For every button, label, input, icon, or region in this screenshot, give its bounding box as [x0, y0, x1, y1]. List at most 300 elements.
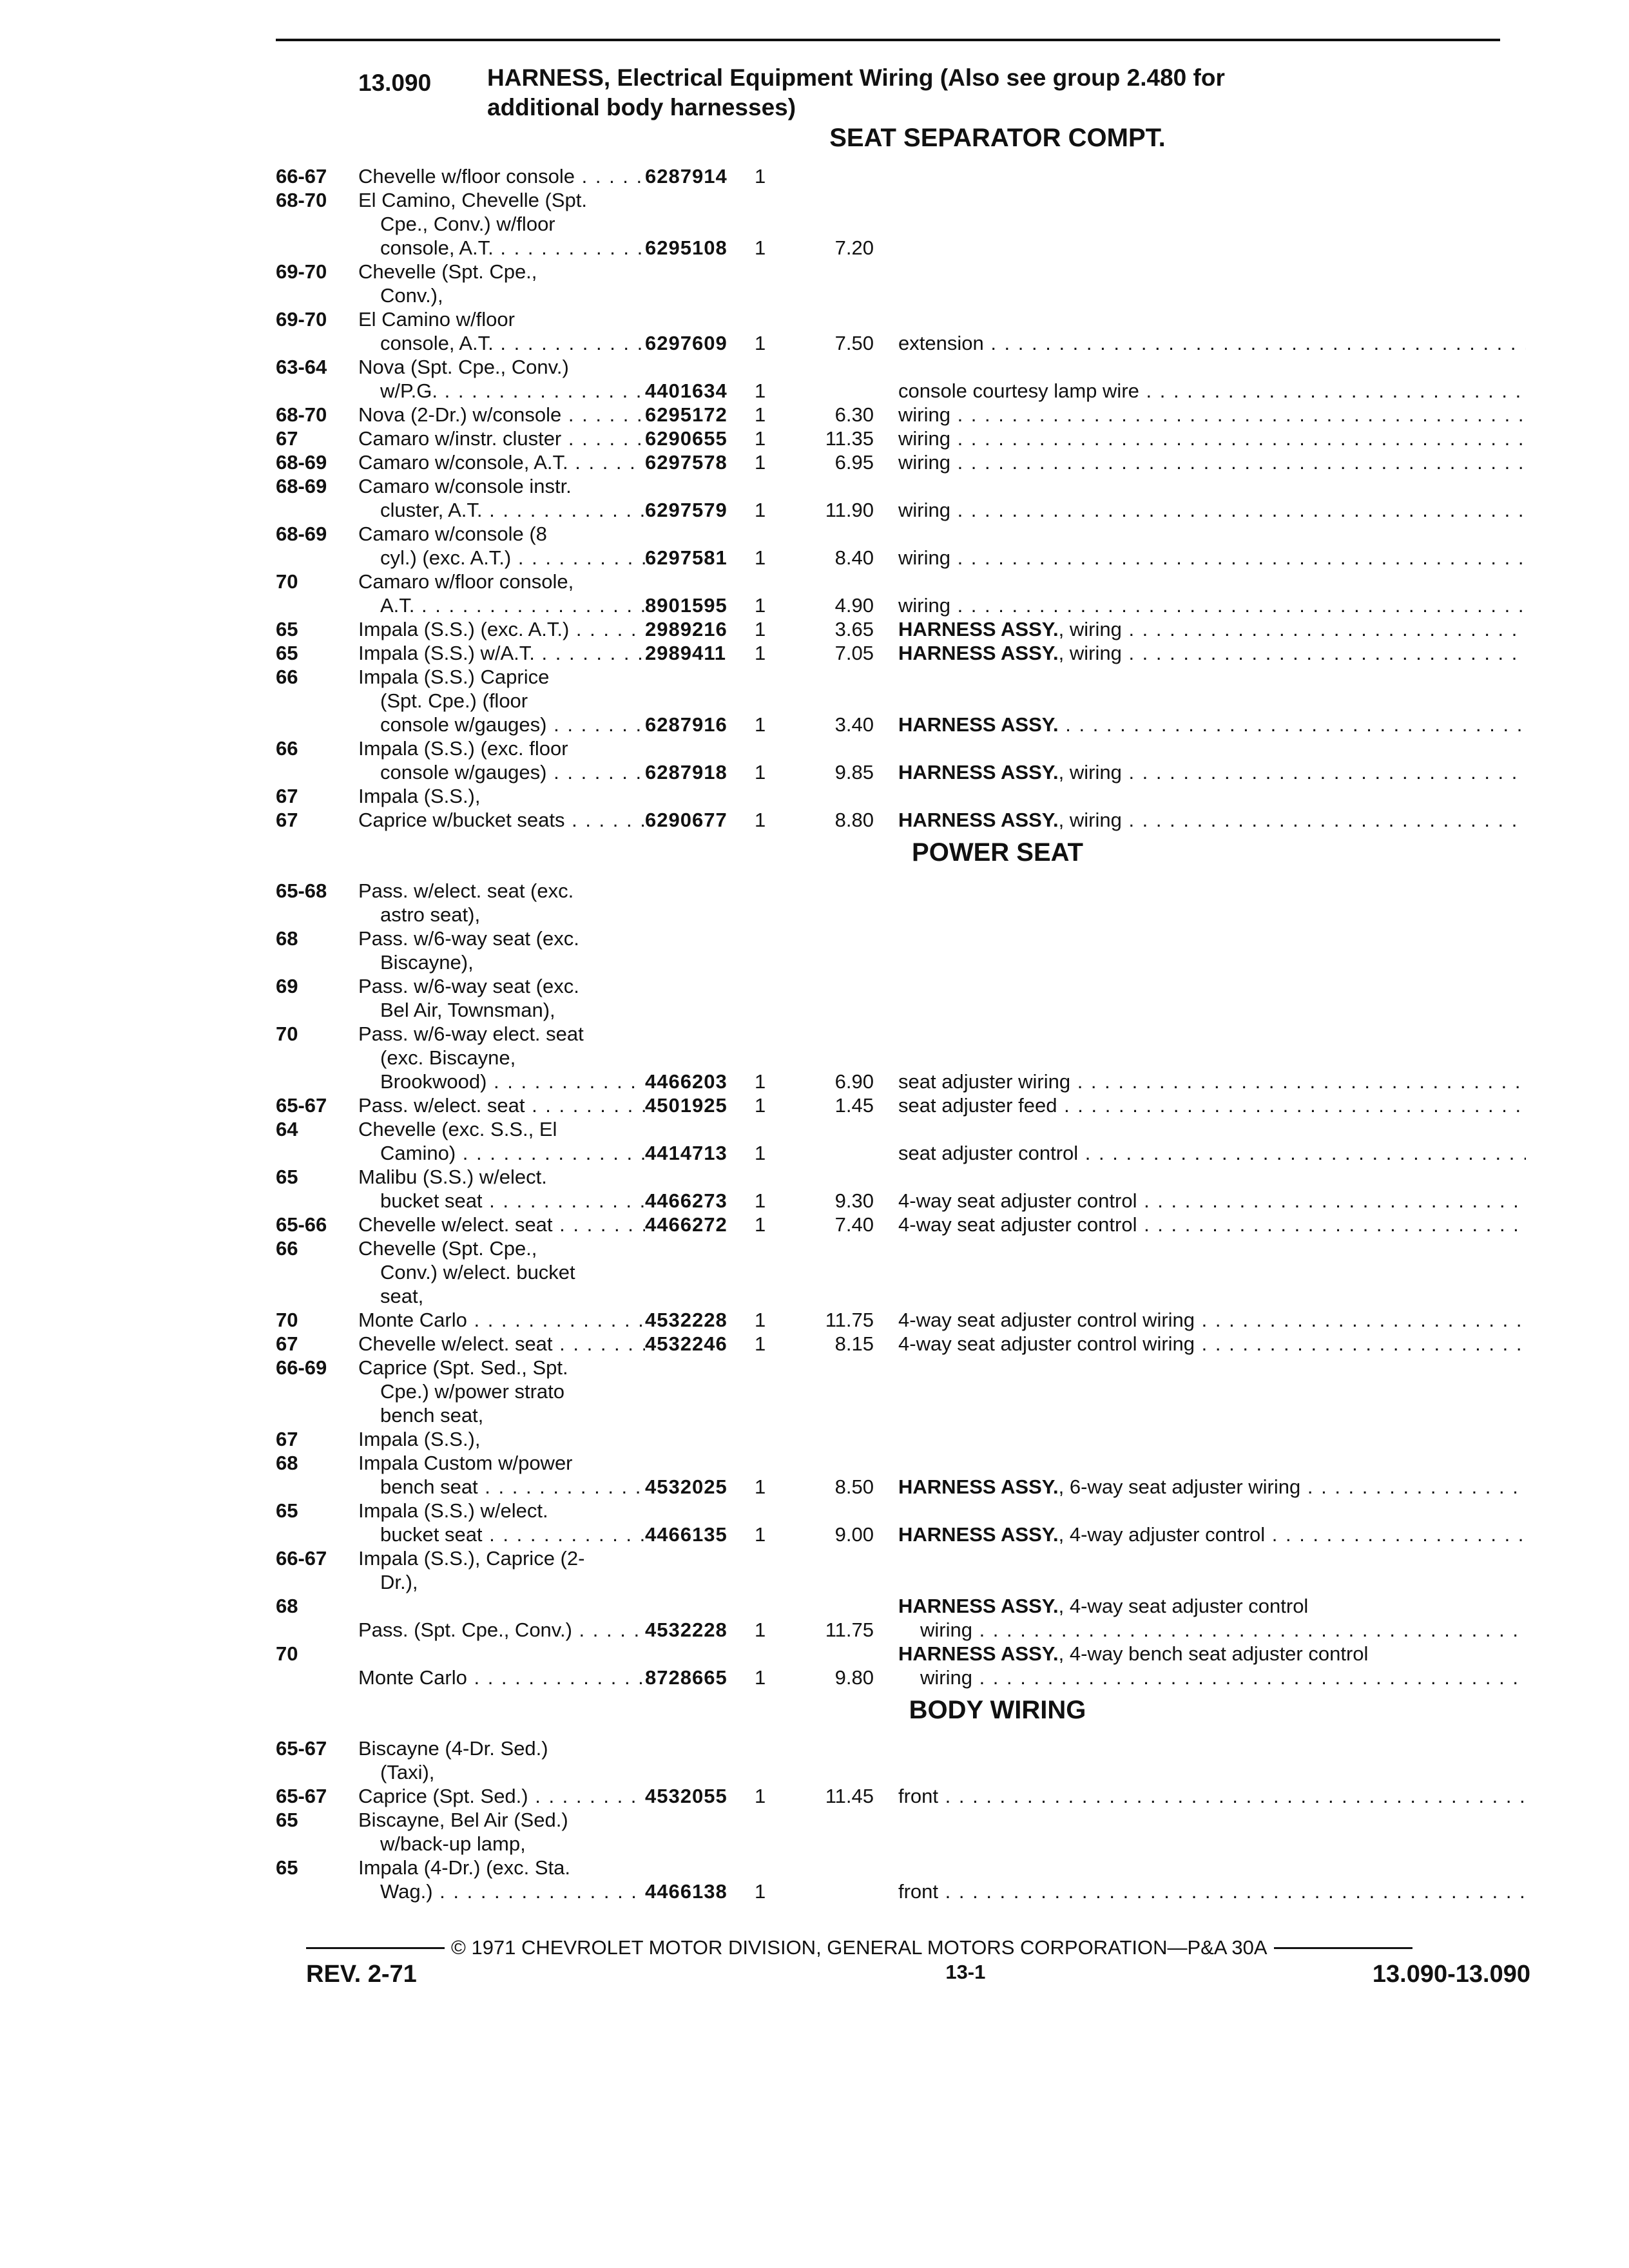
quantity: 1: [755, 594, 766, 617]
model-years: 68: [276, 1452, 298, 1474]
part-name: [898, 498, 1526, 522]
part-name-text: , wiring: [1058, 618, 1122, 640]
application-description: [358, 1546, 645, 1594]
description-line: Conv.),: [380, 284, 443, 307]
part-number: 4466273: [645, 1189, 728, 1212]
part-number: 4414713: [645, 1142, 728, 1164]
description-line: Chevelle (Spt. Cpe.,: [358, 1237, 537, 1260]
part-number: 6287914: [645, 165, 728, 187]
dot-leader: [1195, 1309, 1526, 1331]
part-name: [898, 1189, 1526, 1213]
dot-leader: [972, 1666, 1526, 1689]
part-number: 4532246: [645, 1332, 728, 1355]
dot-leader: [950, 499, 1526, 521]
part-number: 8728665: [645, 1666, 728, 1689]
price: 9.85: [834, 761, 874, 783]
part-number: 6297609: [645, 332, 728, 354]
description-line: Dr.),: [380, 1571, 418, 1593]
part-name-bold: HARNESS ASSY.: [898, 809, 1059, 831]
price: 6.90: [834, 1070, 874, 1093]
quantity: 1: [755, 451, 766, 474]
price: 6.30: [834, 403, 874, 426]
part-name-bold: HARNESS ASSY.: [898, 618, 1059, 640]
part-row: [276, 1022, 1526, 1093]
part-row: [276, 355, 1526, 403]
quantity: 1: [755, 546, 766, 569]
model-years: 66: [276, 737, 298, 760]
application-description: [358, 1332, 645, 1356]
model-years: 65: [276, 1166, 298, 1188]
part-number: 6297579: [645, 499, 728, 521]
application-description: [358, 1618, 645, 1642]
part-row: [276, 808, 1526, 832]
quantity: 1: [755, 642, 766, 664]
description-line: Brookwood) . . .: [358, 1070, 645, 1093]
quantity: 1: [755, 809, 766, 831]
application-description: [358, 1666, 645, 1689]
group-title-line2: additional body harnesses): [487, 94, 796, 120]
quantity: 1: [755, 1785, 766, 1807]
part-row: [276, 927, 1526, 974]
model-years: 65-67: [276, 1785, 327, 1807]
part-row: [276, 188, 1526, 260]
application-description: [358, 1451, 645, 1499]
footer-copyright: © 1971 CHEVROLET MOTOR DIVISION, GENERAL MOTORS CORPORATION—P&A 30A: [451, 1936, 1268, 1959]
dot-leader: [1070, 1070, 1526, 1093]
model-years: 66-67: [276, 165, 327, 187]
price: 7.40: [834, 1213, 874, 1236]
group-header: [358, 63, 1526, 122]
model-years: 67: [276, 809, 298, 831]
section-gap: [276, 832, 1526, 836]
application-description: [358, 355, 645, 403]
model-years: 70: [276, 570, 298, 593]
application-description: [358, 1808, 645, 1856]
part-name: [898, 1594, 1526, 1642]
dot-leader: [950, 546, 1526, 569]
part-row: [276, 879, 1526, 927]
part-name-text: wiring: [898, 427, 950, 450]
group-number: 13.090: [358, 70, 432, 96]
section-gap: [276, 1689, 1526, 1693]
application-description: [358, 1856, 645, 1903]
footer-rule-right: [1274, 1947, 1412, 1949]
description-line: Camaro w/console, A.T. . . .: [358, 450, 645, 474]
description-line: Bel Air, Townsman),: [380, 999, 555, 1021]
application-description: [358, 260, 645, 307]
part-row: [276, 403, 1526, 427]
description-line: seat,: [380, 1285, 424, 1307]
page-number: 13-1: [945, 1961, 986, 1983]
part-number: 4532228: [645, 1309, 728, 1331]
part-row: [276, 427, 1526, 450]
price: 11.90: [825, 499, 874, 521]
part-name: [898, 1141, 1526, 1165]
dot-leader: [950, 451, 1526, 474]
description-line: El Camino w/floor: [358, 308, 515, 331]
part-number: 8901595: [645, 594, 728, 617]
price: 8.15: [834, 1332, 874, 1355]
model-years: 68-69: [276, 475, 327, 497]
part-row: [276, 1642, 1526, 1689]
model-years: 68: [276, 1595, 298, 1617]
part-number: 6295108: [645, 236, 728, 259]
application-description: [358, 736, 645, 784]
revision-label: REV. 2-71: [306, 1961, 417, 1988]
part-row: [276, 974, 1526, 1022]
price: 9.30: [834, 1189, 874, 1212]
part-name-text: wiring: [898, 499, 950, 521]
part-name-bold: HARNESS ASSY.: [898, 1595, 1059, 1617]
quantity: 1: [755, 427, 766, 450]
description-line: Wag.) . . .: [358, 1879, 645, 1903]
description-line: Cpe.) w/power strato: [380, 1380, 564, 1403]
dot-leader: [950, 427, 1526, 450]
model-years: 65-66: [276, 1213, 327, 1236]
model-years: 65: [276, 642, 298, 664]
footer-rule-left: [306, 1947, 445, 1949]
description-line: console w/gauges) . . .: [358, 760, 645, 784]
application-description: [358, 617, 645, 641]
price: 4.90: [834, 594, 874, 617]
part-name-text: , wiring: [1058, 809, 1122, 831]
part-number: 4532228: [645, 1619, 728, 1641]
part-name-text: , 4-way adjuster control: [1058, 1523, 1266, 1546]
model-years: 68-69: [276, 523, 327, 545]
part-number: 2989216: [645, 618, 728, 640]
application-description: [358, 1022, 645, 1093]
part-name: [898, 427, 1526, 450]
dot-leader: [1195, 1332, 1526, 1355]
model-years: 65: [276, 1809, 298, 1831]
part-name: [898, 617, 1526, 641]
description-line: Pass. w/6-way seat (exc.: [358, 975, 579, 997]
part-name-text: , 4-way seat adjuster control: [1058, 1595, 1309, 1617]
quantity: 1: [755, 1189, 766, 1212]
model-years: 65-67: [276, 1737, 327, 1760]
section-heading: BODY WIRING: [909, 1696, 1086, 1724]
description-line: Conv.) w/elect. bucket: [380, 1261, 575, 1283]
part-number: 4532025: [645, 1475, 728, 1498]
description-line: cyl.) (exc. A.T.) . . .: [358, 546, 645, 570]
part-name-text: wiring: [898, 594, 950, 617]
part-name-text: wiring: [898, 546, 950, 569]
part-name: [898, 1784, 1526, 1808]
part-name: [898, 450, 1526, 474]
description-line: Biscayne (4-Dr. Sed.): [358, 1737, 548, 1760]
part-row: [276, 1784, 1526, 1808]
part-row: [276, 522, 1526, 570]
quantity: 1: [755, 1142, 766, 1164]
dot-leader: [1059, 713, 1526, 736]
application-description: [358, 1213, 645, 1236]
dot-leader: [950, 594, 1526, 617]
model-years: 68-70: [276, 403, 327, 426]
model-years: 65: [276, 1499, 298, 1522]
part-name-text: 4-way seat adjuster control wiring: [898, 1332, 1195, 1355]
price: 11.75: [825, 1619, 874, 1641]
part-name-text: extension: [898, 332, 984, 354]
part-number: 4501925: [645, 1094, 728, 1117]
quantity: 1: [755, 713, 766, 736]
application-description: [358, 1499, 645, 1546]
part-row: [276, 1332, 1526, 1356]
application-description: [358, 450, 645, 474]
part-row: [276, 570, 1526, 617]
part-row: [276, 1736, 1526, 1784]
part-name: [898, 1093, 1526, 1117]
part-row: [276, 1308, 1526, 1332]
price: 6.95: [834, 451, 874, 474]
dot-leader: [1122, 761, 1526, 783]
part-name-text: front: [898, 1880, 939, 1903]
part-row: [276, 1117, 1526, 1165]
quantity: 1: [755, 1070, 766, 1093]
application-description: [358, 1427, 645, 1451]
part-row: [276, 1451, 1526, 1499]
dot-leader: [1265, 1523, 1526, 1546]
dot-leader: [1122, 642, 1526, 664]
description-line: Chevelle w/elect. seat . . .: [358, 1213, 645, 1236]
quantity: 1: [755, 761, 766, 783]
description-line: Nova (2-Dr.) w/console . . .: [358, 403, 645, 427]
description-line: Impala (S.S.),: [358, 785, 481, 807]
part-row: [276, 474, 1526, 522]
part-row: [276, 164, 1526, 188]
page-footer: [306, 1936, 1530, 1988]
part-name-bold: HARNESS ASSY.: [898, 713, 1059, 736]
price: 7.20: [834, 236, 874, 259]
part-name: [898, 1332, 1526, 1356]
dot-leader: [1137, 1213, 1526, 1236]
footer-copyright-line: [306, 1936, 1530, 1959]
description-line: Impala (S.S.),: [358, 1428, 481, 1450]
dot-leader: [984, 332, 1526, 354]
part-row: [276, 1546, 1526, 1594]
part-row: [276, 450, 1526, 474]
part-name: [898, 331, 1526, 355]
application-description: [358, 188, 645, 260]
description-line: Camino) . . .: [358, 1141, 645, 1165]
part-row: [276, 1236, 1526, 1308]
part-name: [898, 808, 1526, 832]
application-description: [358, 1308, 645, 1332]
model-years: 65: [276, 618, 298, 640]
price: 11.75: [825, 1309, 874, 1331]
price: 3.65: [834, 618, 874, 640]
description-line: Impala (S.S.) (exc. floor: [358, 737, 568, 760]
part-name-text: , wiring: [1058, 761, 1122, 783]
application-description: [358, 1236, 645, 1308]
description-line: Pass. w/6-way seat (exc.: [358, 927, 579, 950]
description-line: Chevelle w/elect. seat . . .: [358, 1332, 645, 1356]
description-line: bench seat . . .: [358, 1475, 645, 1499]
part-number: 4466135: [645, 1523, 728, 1546]
section-gap: [276, 1903, 1526, 1907]
part-name-text: , 6-way seat adjuster wiring: [1058, 1475, 1301, 1498]
description-line: astro seat),: [380, 903, 481, 926]
price: 7.05: [834, 642, 874, 664]
description-line: Chevelle w/floor console . . .: [358, 164, 645, 188]
part-row: [276, 784, 1526, 808]
part-row: [276, 1856, 1526, 1903]
description-line: Impala (S.S.) (exc. A.T.) . . .: [358, 617, 645, 641]
quantity: 1: [755, 332, 766, 354]
quantity: 1: [755, 1666, 766, 1689]
quantity: 1: [755, 1475, 766, 1498]
part-number: 4466272: [645, 1213, 728, 1236]
application-description: [358, 427, 645, 450]
group-range: 13.090-13.090: [1372, 1961, 1530, 1988]
part-name-continuation: wiring: [920, 1619, 972, 1641]
price: 11.45: [825, 1785, 874, 1807]
dot-leader: [950, 403, 1526, 426]
description-line: console, A.T. . . .: [358, 236, 645, 260]
part-number: 6295172: [645, 403, 728, 426]
description-line: Impala Custom w/power: [358, 1452, 573, 1474]
dot-leader: [1122, 809, 1526, 831]
description-line: Camaro w/console instr.: [358, 475, 572, 497]
model-years: 63-64: [276, 356, 327, 378]
part-number: 6287916: [645, 713, 728, 736]
dot-leader: [1078, 1142, 1526, 1164]
description-line: Chevelle (Spt. Cpe.,: [358, 260, 537, 283]
part-row: [276, 665, 1526, 736]
description-line: bench seat,: [380, 1404, 484, 1427]
part-number: 4466138: [645, 1880, 728, 1903]
quantity: 1: [755, 165, 766, 187]
part-number: 6287918: [645, 761, 728, 783]
part-name-text: 4-way seat adjuster control: [898, 1189, 1137, 1212]
description-line: console, A.T. . . .: [358, 331, 645, 355]
part-name: [898, 641, 1526, 665]
description-line: Camaro w/floor console,: [358, 570, 574, 593]
description-line: Pass. (Spt. Cpe., Conv.) . . .: [358, 1618, 645, 1642]
description-line: Pass. w/elect. seat (exc.: [358, 879, 574, 902]
part-number: 4401634: [645, 380, 728, 402]
description-line: Caprice (Spt. Sed.) . . .: [358, 1784, 645, 1808]
part-row: [276, 641, 1526, 665]
part-name-text: , 4-way bench seat adjuster control: [1058, 1642, 1369, 1665]
quantity: 1: [755, 618, 766, 640]
part-row: [276, 1093, 1526, 1117]
part-number: 2989411: [645, 642, 726, 664]
model-years: 69-70: [276, 308, 327, 331]
part-name-bold: HARNESS ASSY.: [898, 1523, 1059, 1546]
part-number: 6297581: [645, 546, 728, 569]
part-row: [276, 736, 1526, 784]
price: 9.00: [834, 1523, 874, 1546]
application-description: [358, 641, 645, 665]
description-line: (exc. Biscayne,: [380, 1046, 516, 1069]
model-years: 65-68: [276, 879, 327, 902]
model-years: 66-69: [276, 1356, 327, 1379]
application-description: [358, 1165, 645, 1213]
part-row: [276, 1808, 1526, 1856]
description-line: Camaro w/console (8: [358, 523, 547, 545]
quantity: 1: [755, 380, 766, 402]
description-line: cluster, A.T. . . .: [358, 498, 645, 522]
quantity: 1: [755, 1309, 766, 1331]
application-description: [358, 474, 645, 522]
quantity: 1: [755, 403, 766, 426]
part-name-text: console courtesy lamp wire: [898, 380, 1139, 402]
dot-leader: [1300, 1475, 1526, 1498]
model-years: 69: [276, 975, 298, 997]
application-description: [358, 1093, 645, 1117]
top-rule: [276, 39, 1500, 41]
model-years: 67: [276, 1332, 298, 1355]
quantity: 1: [755, 1619, 766, 1641]
part-name: [898, 379, 1526, 403]
part-number: 6290677: [645, 809, 728, 831]
model-years: 67: [276, 427, 298, 450]
description-line: bucket seat . . .: [358, 1523, 645, 1546]
part-number: 4466203: [645, 1070, 728, 1093]
description-line: El Camino, Chevelle (Spt.: [358, 189, 587, 211]
part-name: [898, 1070, 1526, 1093]
part-name-bold: HARNESS ASSY.: [898, 642, 1059, 664]
dot-leader: [1139, 380, 1526, 402]
description-line: Nova (Spt. Cpe., Conv.): [358, 356, 569, 378]
description-line: console w/gauges) . . .: [358, 713, 645, 736]
application-description: [358, 784, 645, 808]
model-years: 68: [276, 927, 298, 950]
part-name: [898, 1213, 1526, 1236]
part-row: [276, 260, 1526, 307]
quantity: 1: [755, 236, 766, 259]
part-name-text: seat adjuster control: [898, 1142, 1079, 1164]
application-description: [358, 522, 645, 570]
description-line: w/back-up lamp,: [380, 1832, 526, 1855]
part-row: [276, 1427, 1526, 1451]
price: 3.40: [834, 713, 874, 736]
model-years: 70: [276, 1309, 298, 1331]
quantity: 1: [755, 1523, 766, 1546]
quantity: 1: [755, 1213, 766, 1236]
description-line: Camaro w/instr. cluster . . .: [358, 427, 645, 450]
group-title-line1: HARNESS, Electrical Equipment Wiring (Also see group 2.480 for: [487, 64, 1225, 91]
part-number: 6297578: [645, 451, 728, 474]
application-description: [358, 1117, 645, 1165]
description-line: Monte Carlo . . .: [358, 1308, 645, 1332]
model-years: 69-70: [276, 260, 327, 283]
model-years: 67: [276, 1428, 298, 1450]
application-description: [358, 403, 645, 427]
section-heading: POWER SEAT: [912, 838, 1083, 867]
part-name: [898, 1642, 1526, 1689]
description-line: Monte Carlo . . .: [358, 1666, 645, 1689]
part-name: [898, 1523, 1526, 1546]
description-line: Caprice w/bucket seats . . .: [358, 808, 645, 832]
dot-leader: [1122, 618, 1526, 640]
part-name-text: 4-way seat adjuster control wiring: [898, 1309, 1195, 1331]
price: 9.80: [834, 1666, 874, 1689]
application-description: [358, 570, 645, 617]
section-heading: SEAT SEPARATOR COMPT.: [829, 124, 1166, 152]
catalog-page: [276, 52, 1526, 1907]
price: 1.45: [834, 1094, 874, 1117]
footer-bottom: [306, 1961, 1530, 1988]
application-description: [358, 974, 645, 1022]
part-name: [898, 593, 1526, 617]
dot-leader: [1137, 1189, 1526, 1212]
part-name: [898, 1879, 1526, 1903]
description-line: (Spt. Cpe.) (floor: [380, 689, 528, 712]
dot-leader: [972, 1619, 1526, 1641]
description-line: Biscayne, Bel Air (Sed.): [358, 1809, 568, 1831]
part-name-text: 4-way seat adjuster control: [898, 1213, 1137, 1236]
